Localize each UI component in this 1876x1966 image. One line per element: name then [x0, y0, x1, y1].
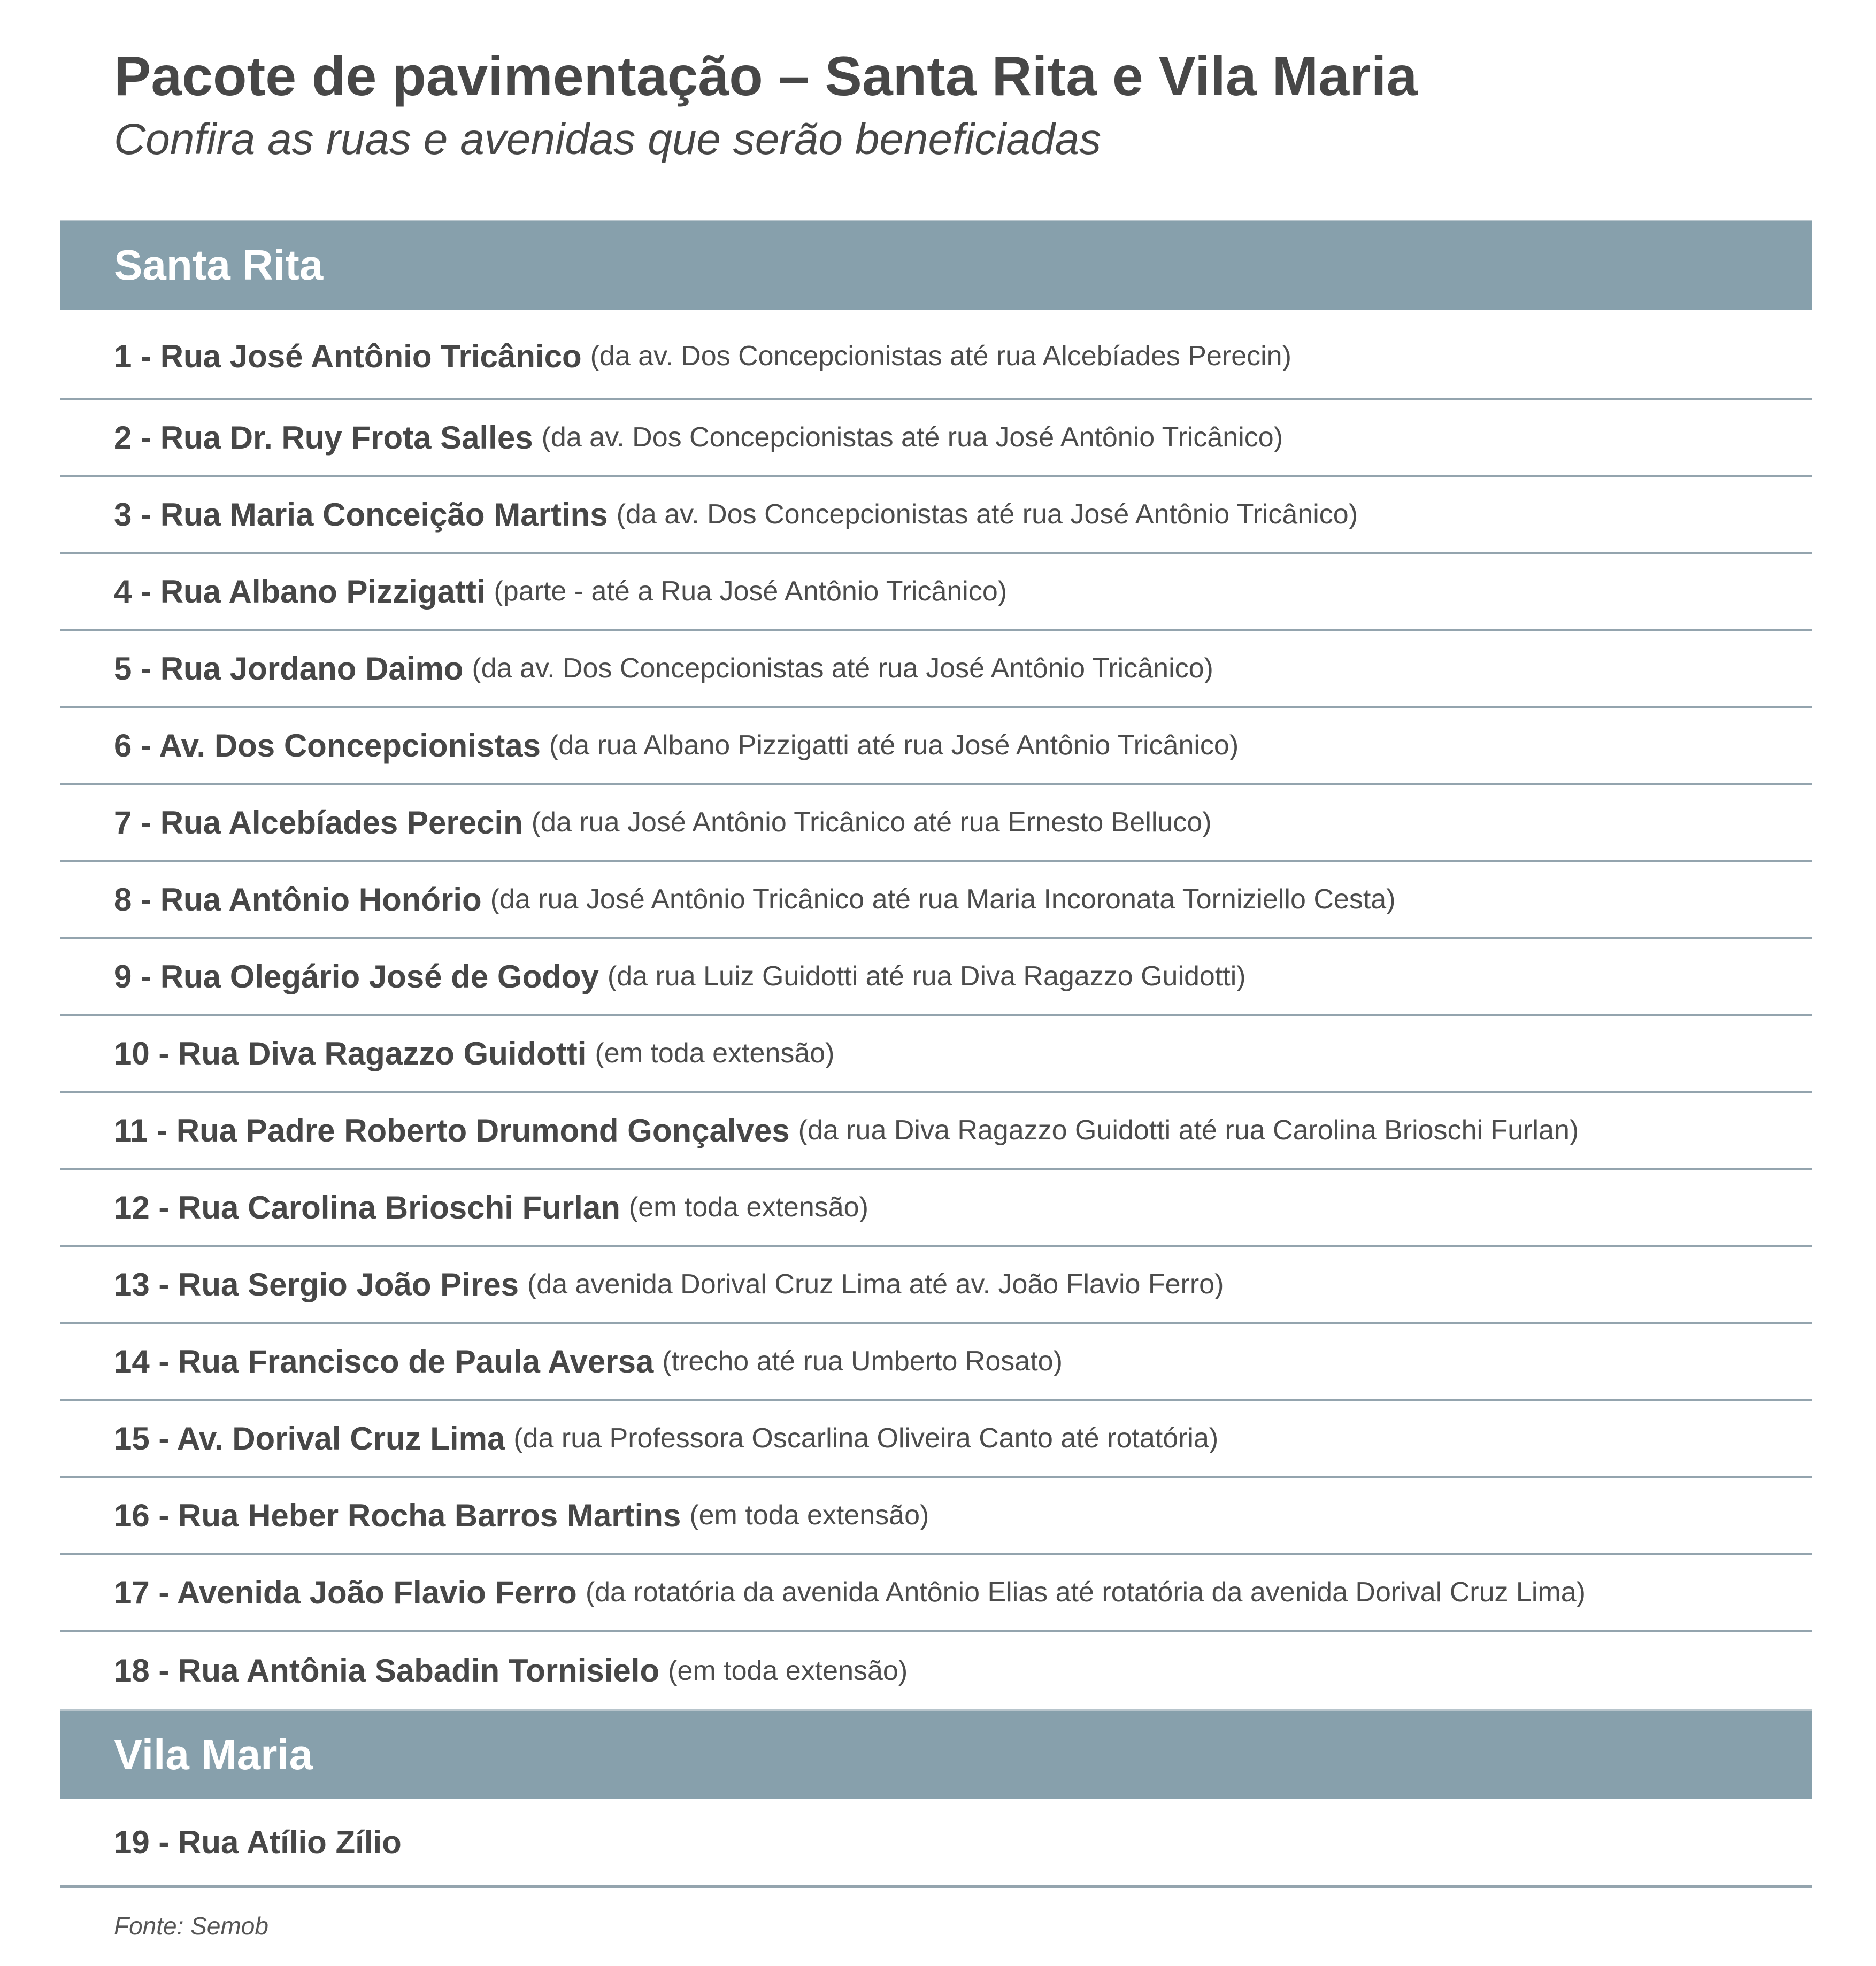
street-item [60, 1632, 1812, 1709]
street-name: 15 - Av. Dorival Cruz Lima [114, 1420, 505, 1456]
page-footer [114, 1911, 1812, 1940]
street-name: 8 - Rua Antônio Honório [114, 881, 482, 918]
street-list [60, 1799, 1812, 1888]
street-detail: (da rotatória da avenida Antônio Elias até rotatória da avenida Dorival Cruz Lima) [585, 1577, 1586, 1608]
street-item [60, 1170, 1812, 1247]
street-item [60, 1799, 1812, 1888]
street-detail: (da av. Dos Concepcionistas até rua José Antônio Tricânico) [472, 653, 1213, 684]
street-name: 4 - Rua Albano Pizzigatti [114, 573, 486, 610]
page-header [60, 0, 1812, 164]
street-item [60, 785, 1812, 862]
street-detail: (da rua Diva Ragazzo Guidotti até rua Carolina Brioschi Furlan) [798, 1115, 1579, 1146]
street-name: 12 - Rua Carolina Brioschi Furlan [114, 1189, 620, 1225]
street-detail: (da av. Dos Concepcionistas até rua Alcebíades Perecin) [590, 341, 1291, 372]
neighborhood-section [60, 220, 1812, 1709]
street-item [60, 1016, 1812, 1093]
street-detail: (da rua José Antônio Tricânico até rua Maria Incoronata Torniziello Cesta) [490, 884, 1396, 915]
street-item [60, 631, 1812, 708]
street-name: 10 - Rua Diva Ragazzo Guidotti [114, 1035, 587, 1071]
street-detail: (da rua Luiz Guidotti até rua Diva Ragazzo Guidotti) [607, 961, 1246, 992]
street-detail: (da avenida Dorival Cruz Lima até av. João Flavio Ferro) [527, 1269, 1224, 1300]
street-item [60, 477, 1812, 554]
section-title: Santa Rita [114, 241, 324, 289]
street-name: 3 - Rua Maria Conceição Martins [114, 496, 608, 533]
street-detail: (em toda extensão) [668, 1655, 908, 1686]
street-list [60, 310, 1812, 1709]
street-name: 16 - Rua Heber Rocha Barros Martins [114, 1497, 681, 1533]
street-name: 2 - Rua Dr. Ruy Frota Salles [114, 419, 533, 456]
street-item [60, 1093, 1812, 1170]
page-subtitle: Confira as ruas e avenidas que serão beneficiadas [114, 115, 1102, 164]
street-item [60, 554, 1812, 631]
street-item [60, 862, 1812, 939]
street-detail: (em toda extensão) [628, 1192, 868, 1223]
neighborhood-sections [60, 220, 1812, 1888]
street-detail: (parte - até a Rua José Antônio Tricânico) [494, 576, 1008, 607]
street-name: 5 - Rua Jordano Daimo [114, 650, 464, 687]
street-name: 14 - Rua Francisco de Paula Aversa [114, 1343, 654, 1379]
section-header-band [60, 1709, 1812, 1799]
street-item [60, 400, 1812, 477]
street-item [60, 1324, 1812, 1401]
page-title: Pacote de pavimentação – Santa Rita e Vila Maria [114, 45, 1418, 107]
street-name: 17 - Avenida João Flavio Ferro [114, 1574, 577, 1610]
infographic-content [60, 0, 1812, 1940]
street-name: 13 - Rua Sergio João Pires [114, 1266, 519, 1302]
neighborhood-section [60, 1709, 1812, 1888]
street-name: 6 - Av. Dos Concepcionistas [114, 727, 541, 764]
street-detail: (da rua Albano Pizzigatti até rua José Antônio Tricânico) [549, 730, 1239, 761]
street-detail: (da rua José Antônio Tricânico até rua Ernesto Belluco) [531, 807, 1212, 838]
street-item [60, 1555, 1812, 1632]
street-item [60, 939, 1812, 1016]
section-title: Vila Maria [114, 1731, 313, 1779]
street-item [60, 708, 1812, 785]
street-name: 1 - Rua José Antônio Tricânico [114, 338, 582, 374]
section-header-band [60, 220, 1812, 310]
street-name: 18 - Rua Antônia Sabadin Tornisielo [114, 1653, 660, 1689]
street-name: 9 - Rua Olegário José de Godoy [114, 958, 599, 994]
street-item [60, 1401, 1812, 1478]
street-detail: (em toda extensão) [595, 1038, 835, 1069]
street-item [60, 1478, 1812, 1555]
street-detail: (da av. Dos Concepcionistas até rua José Antônio Tricânico) [541, 422, 1283, 453]
street-name: 11 - Rua Padre Roberto Drumond Gonçalves [114, 1112, 790, 1148]
street-item [60, 1247, 1812, 1324]
street-detail: (em toda extensão) [689, 1500, 929, 1531]
source-note: Fonte: Semob [114, 1911, 268, 1940]
street-name: 19 - Rua Atílio Zílio [114, 1824, 402, 1860]
street-item [60, 310, 1812, 400]
street-detail: (trecho até rua Umberto Rosato) [662, 1346, 1063, 1377]
street-detail: (da av. Dos Concepcionistas até rua José Antônio Tricânico) [616, 499, 1358, 530]
street-detail: (da rua Professora Oscarlina Oliveira Canto até rotatória) [513, 1423, 1219, 1454]
street-name: 7 - Rua Alcebíades Perecin [114, 804, 523, 841]
